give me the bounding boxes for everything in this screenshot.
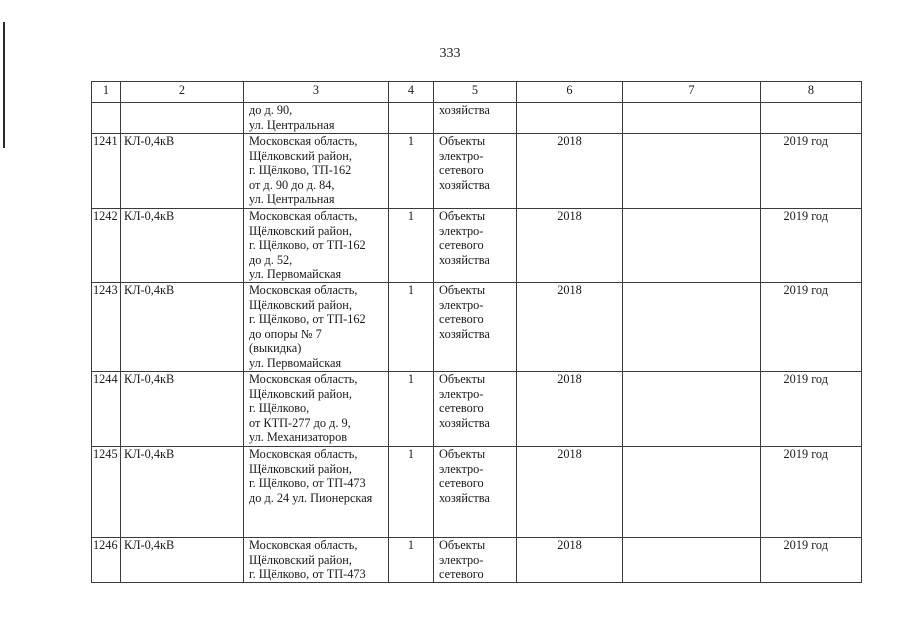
header-cell: 3 — [244, 82, 389, 103]
table-cell — [121, 103, 244, 134]
address-line: (выкидка) — [249, 341, 302, 356]
address-line: до д. 90, — [249, 103, 293, 117]
type-line: Объекты — [439, 537, 486, 552]
address-line: до опоры № 7 — [249, 326, 322, 341]
col7-cell — [623, 446, 761, 537]
type-line: Объекты — [439, 371, 486, 386]
year-cell: 2018 — [517, 134, 623, 209]
col7-cell — [623, 209, 761, 283]
type-line: хозяйства — [439, 252, 490, 267]
type-line: электро- — [439, 461, 484, 476]
row-number-cell: 1244 — [92, 371, 121, 446]
term-cell: 2019 год — [761, 282, 862, 371]
type-line: хозяйства — [439, 415, 490, 430]
address-line: от д. 90 до д. 84, — [249, 177, 335, 192]
address-line: Московская область, — [249, 446, 358, 461]
type-line: электро- — [439, 148, 484, 163]
address-line: г. Щёлково, от ТП-162 — [249, 238, 366, 253]
object-name-cell: КЛ-0,4кВ — [121, 371, 244, 446]
term-cell: 2019 год — [761, 209, 862, 283]
object-name-cell: КЛ-0,4кВ — [121, 446, 244, 537]
registry-table — [91, 81, 862, 583]
address-cell — [244, 446, 389, 537]
quantity-cell: 1 — [389, 209, 434, 283]
type-cell — [434, 446, 517, 537]
header-cell: 8 — [761, 82, 862, 103]
type-line: сетевого — [439, 567, 484, 582]
margin-rule — [3, 22, 5, 148]
col7-cell — [623, 282, 761, 371]
header-cell: 1 — [92, 82, 121, 103]
type-cell — [434, 282, 517, 371]
address-line: от КТП-277 до д. 9, — [249, 415, 351, 430]
address-line: Щёлковский район, — [249, 461, 352, 476]
address-line: ул. Центральная — [249, 117, 335, 132]
year-cell: 2018 — [517, 537, 623, 582]
type-line: хозяйства — [439, 490, 490, 505]
table-cell — [92, 103, 121, 134]
table-row — [92, 537, 862, 582]
type-line: электро- — [439, 297, 484, 312]
address-cell — [244, 371, 389, 446]
type-line: Объекты — [439, 282, 486, 297]
row-number-cell: 1242 — [92, 209, 121, 283]
address-line: ул. Центральная — [249, 192, 335, 207]
type-cell — [434, 537, 517, 582]
table-cell — [389, 103, 434, 134]
quantity-cell: 1 — [389, 371, 434, 446]
address-line: Щёлковский район, — [249, 552, 352, 567]
address-line: Московская область, — [249, 282, 358, 297]
type-line: электро- — [439, 386, 484, 401]
term-cell: 2019 год — [761, 134, 862, 209]
address-line: до д. 24 ул. Пионерская — [249, 490, 373, 505]
quantity-cell: 1 — [389, 134, 434, 209]
term-cell: 2019 год — [761, 537, 862, 582]
term-cell: 2019 год — [761, 446, 862, 537]
table-row — [92, 446, 862, 537]
row-number-cell: 1241 — [92, 134, 121, 209]
year-cell: 2018 — [517, 446, 623, 537]
address-line: ул. Первомайская — [249, 267, 342, 282]
type-line: сетевого — [439, 163, 484, 178]
address-line: г. Щёлково, от ТП-473 — [249, 476, 366, 491]
address-line: Московская область, — [249, 371, 358, 386]
type-line: Объекты — [439, 134, 486, 148]
address-cell — [244, 103, 389, 134]
type-line: Объекты — [439, 209, 486, 223]
table-row — [92, 371, 862, 446]
address-line: г. Щёлково, от ТП-162 — [249, 312, 366, 327]
year-cell: 2018 — [517, 371, 623, 446]
object-name-cell: КЛ-0,4кВ — [121, 209, 244, 283]
col7-cell — [623, 134, 761, 209]
quantity-cell: 1 — [389, 537, 434, 582]
object-name-cell: КЛ-0,4кВ — [121, 134, 244, 209]
header-cell: 4 — [389, 82, 434, 103]
type-cell — [434, 371, 517, 446]
address-line: Щёлковский район, — [249, 148, 352, 163]
address-line: г. Щёлково, — [249, 401, 310, 416]
table-row — [92, 209, 862, 283]
term-cell: 2019 год — [761, 371, 862, 446]
address-line: г. Щёлково, от ТП-473 — [249, 567, 366, 582]
type-cell — [434, 103, 517, 134]
address-line: г. Щёлково, ТП-162 — [249, 163, 352, 178]
address-line: ул. Первомайская — [249, 355, 342, 370]
address-cell — [244, 134, 389, 209]
quantity-cell: 1 — [389, 446, 434, 537]
type-line: сетевого — [439, 476, 484, 491]
table-row — [92, 134, 862, 209]
header-cell: 7 — [623, 82, 761, 103]
type-cell — [434, 209, 517, 283]
row-number-cell: 1243 — [92, 282, 121, 371]
type-line: хозяйства — [439, 326, 490, 341]
type-line: электро- — [439, 223, 484, 238]
table-cell — [761, 103, 862, 134]
address-line: Московская область, — [249, 209, 358, 223]
address-line: Московская область, — [249, 537, 358, 552]
type-line: хозяйства — [439, 103, 490, 117]
col7-cell — [623, 371, 761, 446]
year-cell: 2018 — [517, 282, 623, 371]
address-cell — [244, 282, 389, 371]
col7-cell — [623, 537, 761, 582]
address-line: Московская область, — [249, 134, 358, 148]
object-name-cell: КЛ-0,4кВ — [121, 282, 244, 371]
address-line: Щёлковский район, — [249, 223, 352, 238]
type-line: электро- — [439, 552, 484, 567]
type-line: сетевого — [439, 238, 484, 253]
header-row — [92, 82, 862, 103]
continuation-row — [92, 103, 862, 134]
header-cell: 6 — [517, 82, 623, 103]
quantity-cell: 1 — [389, 282, 434, 371]
address-cell — [244, 537, 389, 582]
type-line: Объекты — [439, 446, 486, 461]
type-cell — [434, 134, 517, 209]
type-line: сетевого — [439, 312, 484, 327]
row-number-cell: 1245 — [92, 446, 121, 537]
table-cell — [517, 103, 623, 134]
address-line: ул. Механизаторов — [249, 430, 348, 445]
header-cell: 5 — [434, 82, 517, 103]
address-line: Щёлковский район, — [249, 386, 352, 401]
type-line: сетевого — [439, 401, 484, 416]
row-number-cell: 1246 — [92, 537, 121, 582]
year-cell: 2018 — [517, 209, 623, 283]
address-line: Щёлковский район, — [249, 297, 352, 312]
type-line: хозяйства — [439, 177, 490, 192]
table-cell — [623, 103, 761, 134]
page-number: 333 — [439, 46, 461, 61]
object-name-cell: КЛ-0,4кВ — [121, 537, 244, 582]
address-line: до д. 52, — [249, 252, 293, 267]
table-row — [92, 282, 862, 371]
header-cell: 2 — [121, 82, 244, 103]
address-cell — [244, 209, 389, 283]
